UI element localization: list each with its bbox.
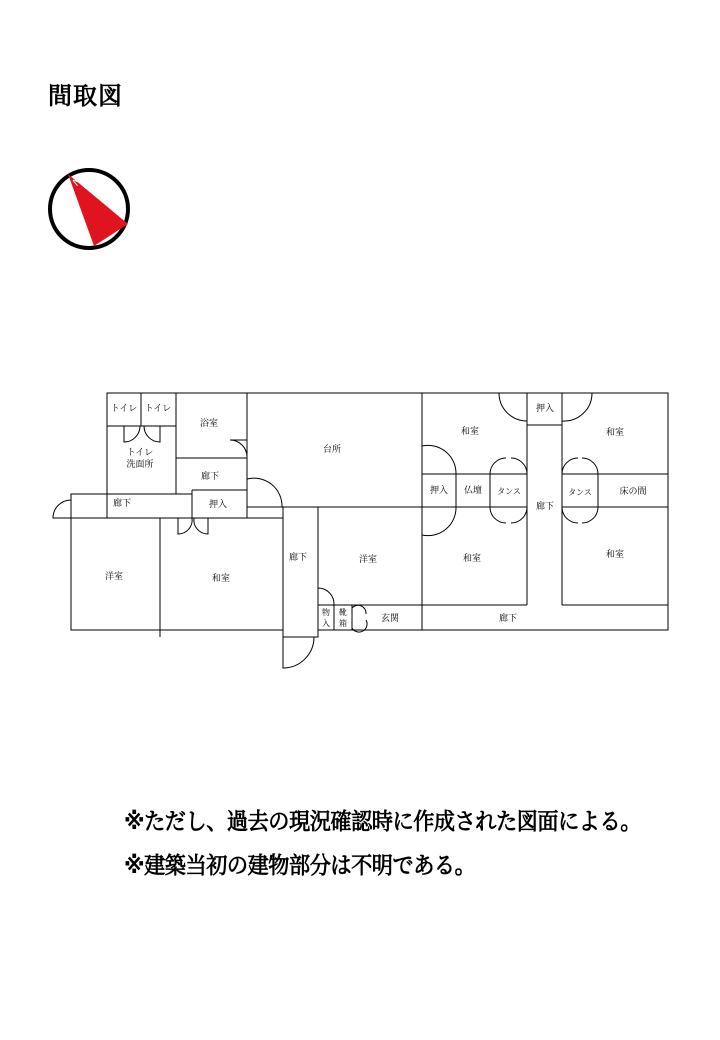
door-swing <box>562 507 598 523</box>
room-label-tansu: タンス <box>568 488 592 497</box>
room-label-shoe-box: 靴 <box>339 608 347 617</box>
room-label-corridor: 廊下 <box>535 502 555 512</box>
room-label-tansu: タンス <box>497 487 521 496</box>
door-swing <box>562 458 598 474</box>
room-label-closet: 押入 <box>535 404 555 414</box>
door-swing <box>283 637 314 668</box>
room-label-butsudan: 仏壇 <box>463 486 483 496</box>
room-label-corridor: 廊下 <box>498 614 518 624</box>
room-label-kitchen: 台所 <box>322 445 342 455</box>
room-label-washitsu: 和室 <box>460 427 480 437</box>
room-label-bathroom: 浴室 <box>199 419 219 429</box>
room-label-shoe-box: 箱 <box>339 619 347 628</box>
note-line: ※ただし、過去の現況確認時に作成された図面による。 <box>124 809 641 835</box>
door-swing <box>144 426 160 442</box>
door-swing <box>490 507 527 523</box>
door-swing <box>178 518 192 534</box>
note-line: ※建築当初の建物部分は不明である。 <box>124 853 476 879</box>
door-swing <box>352 605 367 632</box>
door-swing <box>124 426 140 442</box>
room-label-corridor: 廊下 <box>112 499 132 509</box>
room-label-storage: 物 <box>322 608 330 617</box>
room-label-corridor: 廊下 <box>288 553 308 563</box>
door-swing <box>318 588 334 605</box>
door-swing <box>422 445 456 474</box>
room-label-washitsu: 和室 <box>605 428 625 438</box>
room-label-closet: 押入 <box>429 486 449 496</box>
room-label-washroom: 洗面所 <box>126 460 154 470</box>
door-swing <box>230 440 247 457</box>
wall-left-wing <box>71 494 192 518</box>
door-swing <box>422 507 456 536</box>
notes <box>124 800 641 888</box>
room-label-washroom: トイレ <box>126 448 154 458</box>
room-label-storage: 入 <box>322 619 330 628</box>
svg-text:N: N <box>71 175 85 189</box>
room-label-tokonoma: 床の間 <box>619 487 647 497</box>
page-title: 間取図 <box>48 82 123 110</box>
door-swing <box>562 393 592 421</box>
room-label-youshitsu: 洋室 <box>104 572 124 582</box>
room-label-youshitsu: 洋室 <box>358 555 378 565</box>
room-label-corridor: 廊下 <box>200 472 220 482</box>
wall-outline <box>71 393 668 637</box>
room-label-washitsu: 和室 <box>211 574 231 584</box>
door-swing <box>53 500 71 518</box>
room-label-toilet: トイレ <box>144 404 172 414</box>
room-label-washitsu: 和室 <box>605 550 625 560</box>
door-swing <box>499 393 527 421</box>
room-label-closet: 押入 <box>208 500 228 510</box>
door-swing <box>490 458 527 474</box>
door-swing <box>194 518 208 534</box>
room-label-entrance: 玄関 <box>380 614 400 624</box>
door-swing <box>247 478 282 507</box>
room-label-toilet: トイレ <box>110 404 138 414</box>
room-label-washitsu: 和室 <box>462 554 482 564</box>
